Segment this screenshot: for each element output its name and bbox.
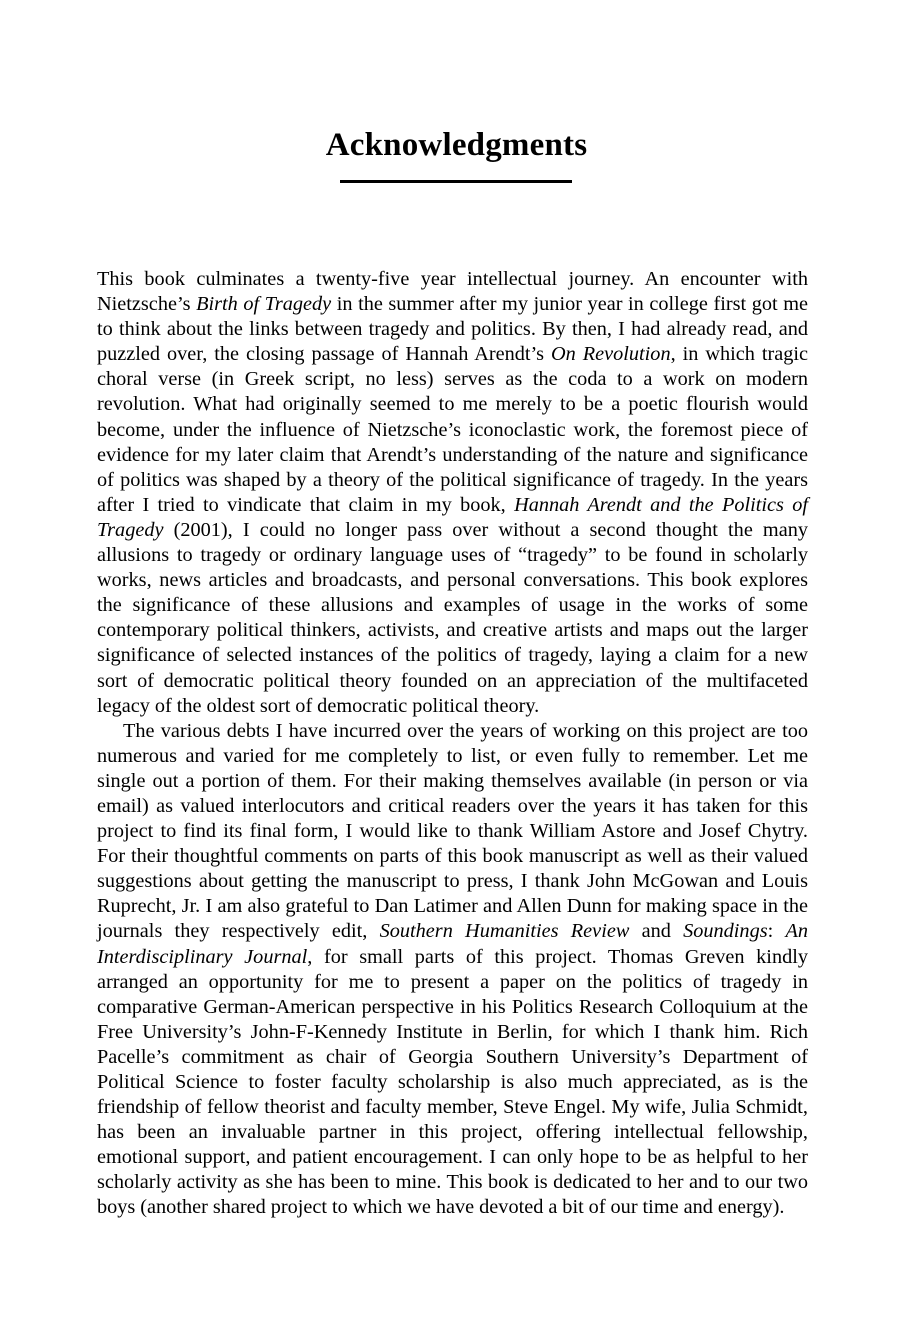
paragraph-2 bbox=[97, 719, 808, 1221]
text-run: and bbox=[629, 920, 684, 943]
text-run: in the summer after my junior year in college first got me to think about the links between tragedy and politics. By then, I had already read, and puzzled over, the closing passage of Hannah Arendt’s bbox=[97, 293, 808, 366]
italic-title-run: On Revolution bbox=[551, 343, 671, 366]
text-run: , in which tragic choral verse (in Greek script, no less) serves as the coda to a work on modern revolution. What had originally seemed to me merely to be a poetic flourish would become, under the influence of Nietzsche’s iconoclastic work, the foremost piece of evidence for my later claim that Arendt’s understanding of the nature and significance of politics was shaped by a theory of the political significance of tragedy. In the years after I tried to vindicate that claim in my book, bbox=[97, 343, 808, 516]
italic-title-run: Southern Humanities Review bbox=[379, 920, 630, 943]
page-title-block bbox=[0, 128, 913, 173]
italic-title-run: Hannah Arendt and the Politics of Tragedy bbox=[97, 493, 808, 541]
paragraph-1 bbox=[97, 267, 808, 719]
title-underline-rule bbox=[340, 180, 572, 183]
text-run: The various debts I have incurred over the years of working on this project are too numerous and varied for me completely to list, or even fully to remember. Let me single out a portion of them. For their making themselves available (in person or via email) as valued interlocutors and critical readers over the years it has taken for this project to find its final form, I would like to thank William Astore and Josef Chytry. For their thoughtful comments on parts of this book manuscript as well as their valued suggestions about getting the manuscript to press, I thank John McGowan and Louis Ruprecht, Jr. I am also grateful to Dan Latimer and Allen Dunn for making space in the journals they respectively edit, bbox=[97, 719, 808, 943]
text-run: (2001), I could no longer pass over without a second thought the many allusions to tragedy or ordinary language uses of “tragedy” to be found in scholarly works, news articles and broadcasts, and personal conversations. This book explores the significance of these allusions and examples of usage in the works of some contemporary political thinkers, activists, and creative artists and maps out the larger significance of selected instances of the politics of tragedy, laying a claim for a new sort of democratic political theory founded on an appreciation of the multifaceted legacy of the oldest sort of democratic political theory. bbox=[97, 518, 808, 717]
italic-title-run: Soundings bbox=[683, 920, 768, 943]
text-run: : bbox=[767, 920, 786, 943]
page-title: Acknowledgments bbox=[325, 127, 588, 163]
text-run: , for small parts of this project. Thomas Greven kindly arranged an opportunity for me to present a paper on the politics of tragedy in comparative German-American perspective in his Politics Research Colloquium at the Free University’s John-F-Kennedy Institute in Berlin, for which I thank him. Rich Pacelle’s commitment as chair of Georgia Southern University’s Department of Political Science to foster faculty scholarship is also much appreciated, as is the friendship of fellow theorist and faculty member, Steve Engel. My wife, Julia Schmidt, has been an invaluable partner in this project, offering intellectual fellowship, emotional support, and patient encouragement. I can only hope to be as helpful to her scholarly activity as she has been to mine. This book is dedicated to her and to our two boys (another shared project to which we have devoted a bit of our time and energy). bbox=[97, 945, 808, 1219]
page-title-wrap bbox=[326, 128, 588, 173]
body-text bbox=[97, 267, 808, 1221]
italic-title-run: Birth of Tragedy bbox=[196, 293, 332, 316]
text-run: This book culminates a twenty-five year intellectual journey. An encounter with Nietzsche’s bbox=[97, 268, 808, 316]
italic-title-run: An Interdisciplinary Journal bbox=[97, 920, 808, 968]
